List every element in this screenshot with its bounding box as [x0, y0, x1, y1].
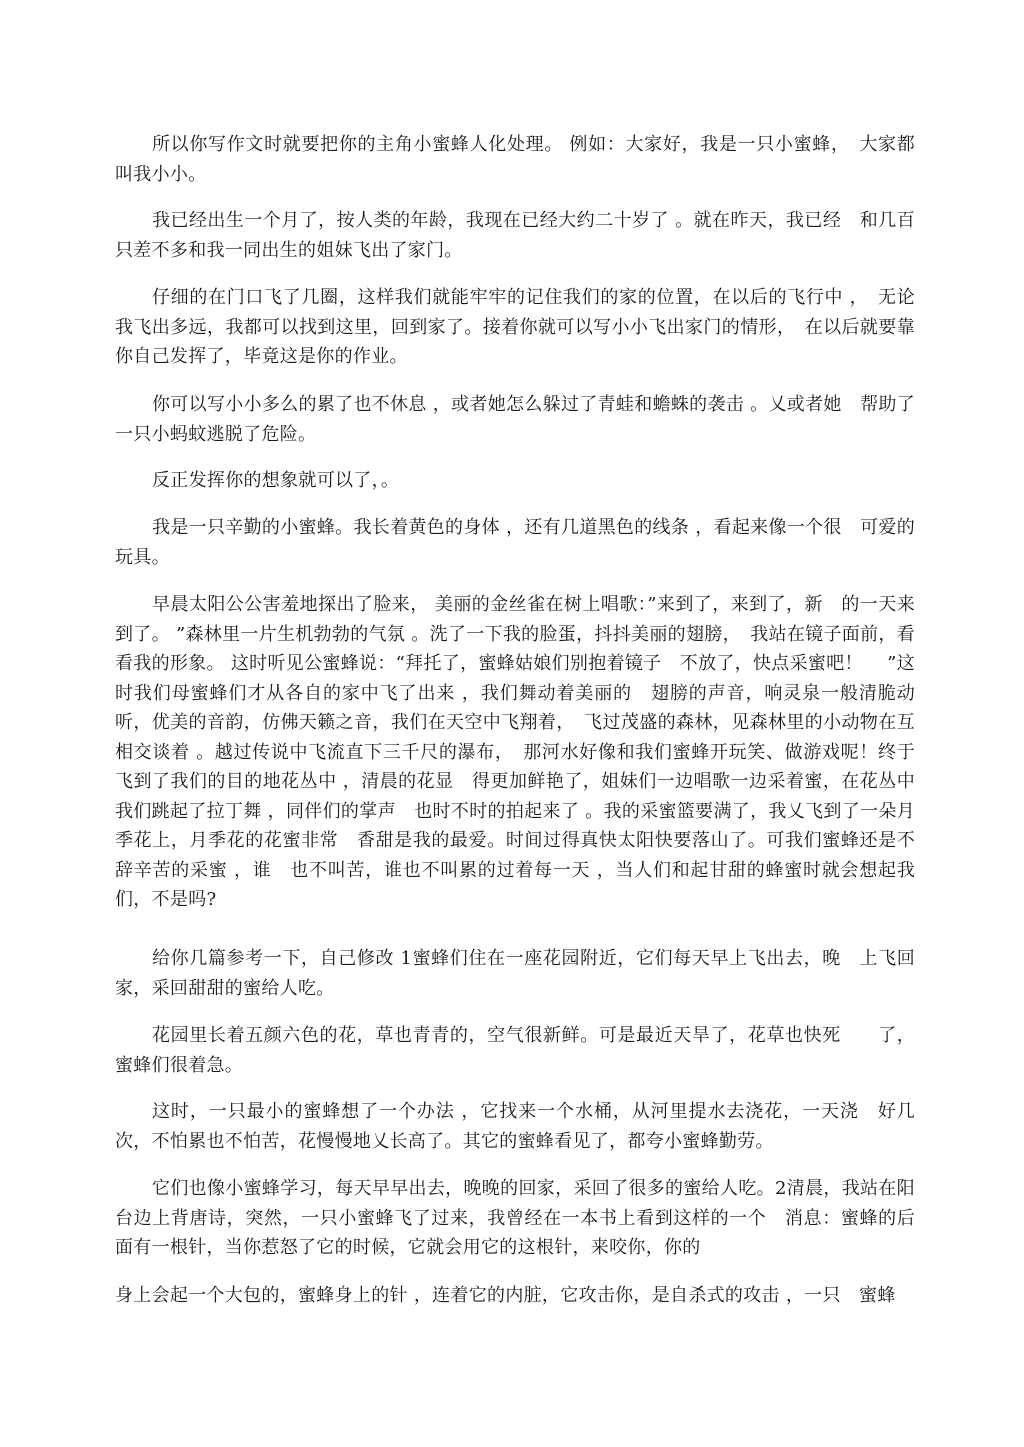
paragraph-8: 给你几篇参考一下，自己修改 1蜜蜂们住在一座花园附近，它们每天早上飞出去，晚 上飞回家，采回甜甜的蜜给人吃。	[115, 948, 915, 999]
paragraph-11: 它们也像小蜜蜂学习，每天早早出去，晚晚的回家，采回了很多的蜜给人吃。2清晨，我站在阳台边上背唐诗，突然，一只小蜜蜂飞了过来，我曾经在一本书上看到这样的一个 消息：蜜蜂的后面有一根针，当你惹怒了它的时候，它就会用它的这根针，来咬你，你的	[115, 1178, 915, 1258]
paragraph-6: 我是一只辛勤的小蜜蜂。我长着黄色的身体 ，还有几道黑色的线条 ，看起来像一个很 可爱的玩具。	[115, 517, 915, 568]
paragraph-3: 仔细的在门口飞了几圈，这样我们就能牢牢的记住我们的家的位置，在以后的飞行中 ， 无论我飞出多远，我都可以找到这里，回到家了。接着你就可以写小小飞出家门的情形， 在以后就要靠你自己发挥了，毕竟这是你的作业。	[115, 287, 915, 367]
paragraph-10: 这时，一只最小的蜜蜂想了一个办法 ，它找来一个水桶，从河里提水去浇花，一天浇 好几次，不怕累也不怕苦，花慢慢地乂长高了。其它的蜜蜂看见了，都夸小蜜蜂勤劳。	[115, 1101, 915, 1152]
paragraph-2: 我已经出生一个月了，按人类的年龄，我现在已经大约二十岁了 。就在昨天，我已经 和几百只差不多和我一同出生的姐妹飞出了家门。	[115, 210, 915, 261]
paragraph-7: 早晨太阳公公害羞地探出了脸来， 美丽的金丝雀在树上唱歌：”来到了，来到了，新 的一天来到了。 ”森林里一片生机勃勃的气氛 。洗了一下我的脸蛋，抖抖美丽的翅膀， 我站在镜子面前，看看我的形象。 这时听见公蜜蜂说：“拜托了，蜜蜂姑娘们别抱着镜子 不放了，快点采蜜吧！ ”这时我们母蜜蜂们才从各自的家中飞了出来 ，我们舞动着美丽的 翅膀的声音，响灵泉一般清脆动听，优美的音韵，仿佛天籁之音，我们在天空中飞翔着， 飞过茂盛的森林，见森林里的小动物在互相交谈着 。越过传说中飞流直下三千尺的瀑布， 那河水好像和我们蜜蜂开玩笑、做游戏呢！终于飞到了我们的目的地花丛中 ，清晨的花显 得更加鲜艳了，姐妹们一边唱歌一边采着蜜，在花丛中我们跳起了拉丁舞 ，同伴们的掌声 也时不时的拍起来了 。我的采蜜篮要满了，我乂飞到了一朵月季花上，月季花的花蜜非常 香甜是我的最爱。时间过得真快太阳快要落山了。可我们蜜蜂还是不辞辛苦的采蜜 ，谁 也不叫苦，谁也不叫累的过着每一天 ，当人们和起甘甜的蜂蜜时就会想起我们，不是吗?	[115, 594, 915, 910]
paragraph-5: 反正发挥你的想象就可以了，。	[152, 470, 400, 491]
paragraph-4: 你可以写小小多么的累了也不休息 ，或者她怎么躲过了青蛙和蟾蛛的袭击 。乂或者她 帮助了一只小蚂蚊逃脱了危险。	[115, 394, 915, 445]
paragraph-12: 身上会起一个大包的，蜜蜂身上的针 ，连着它的内脏，它攻击你，是自杀式的攻击 ，一只 蜜蜂	[115, 1285, 896, 1306]
paragraph-9: 花园里长着五颜六色的花，草也青青的，空气很新鲜。可是最近天旱了，花草也快死 了，蜜蜂们很着急。	[115, 1025, 915, 1076]
paragraph-1: 所以你写作文时就要把你的主角小蜜蜂人化处理。 例如：大家好，我是一只小蜜蜂， 大家都叫我小小。	[115, 134, 915, 185]
